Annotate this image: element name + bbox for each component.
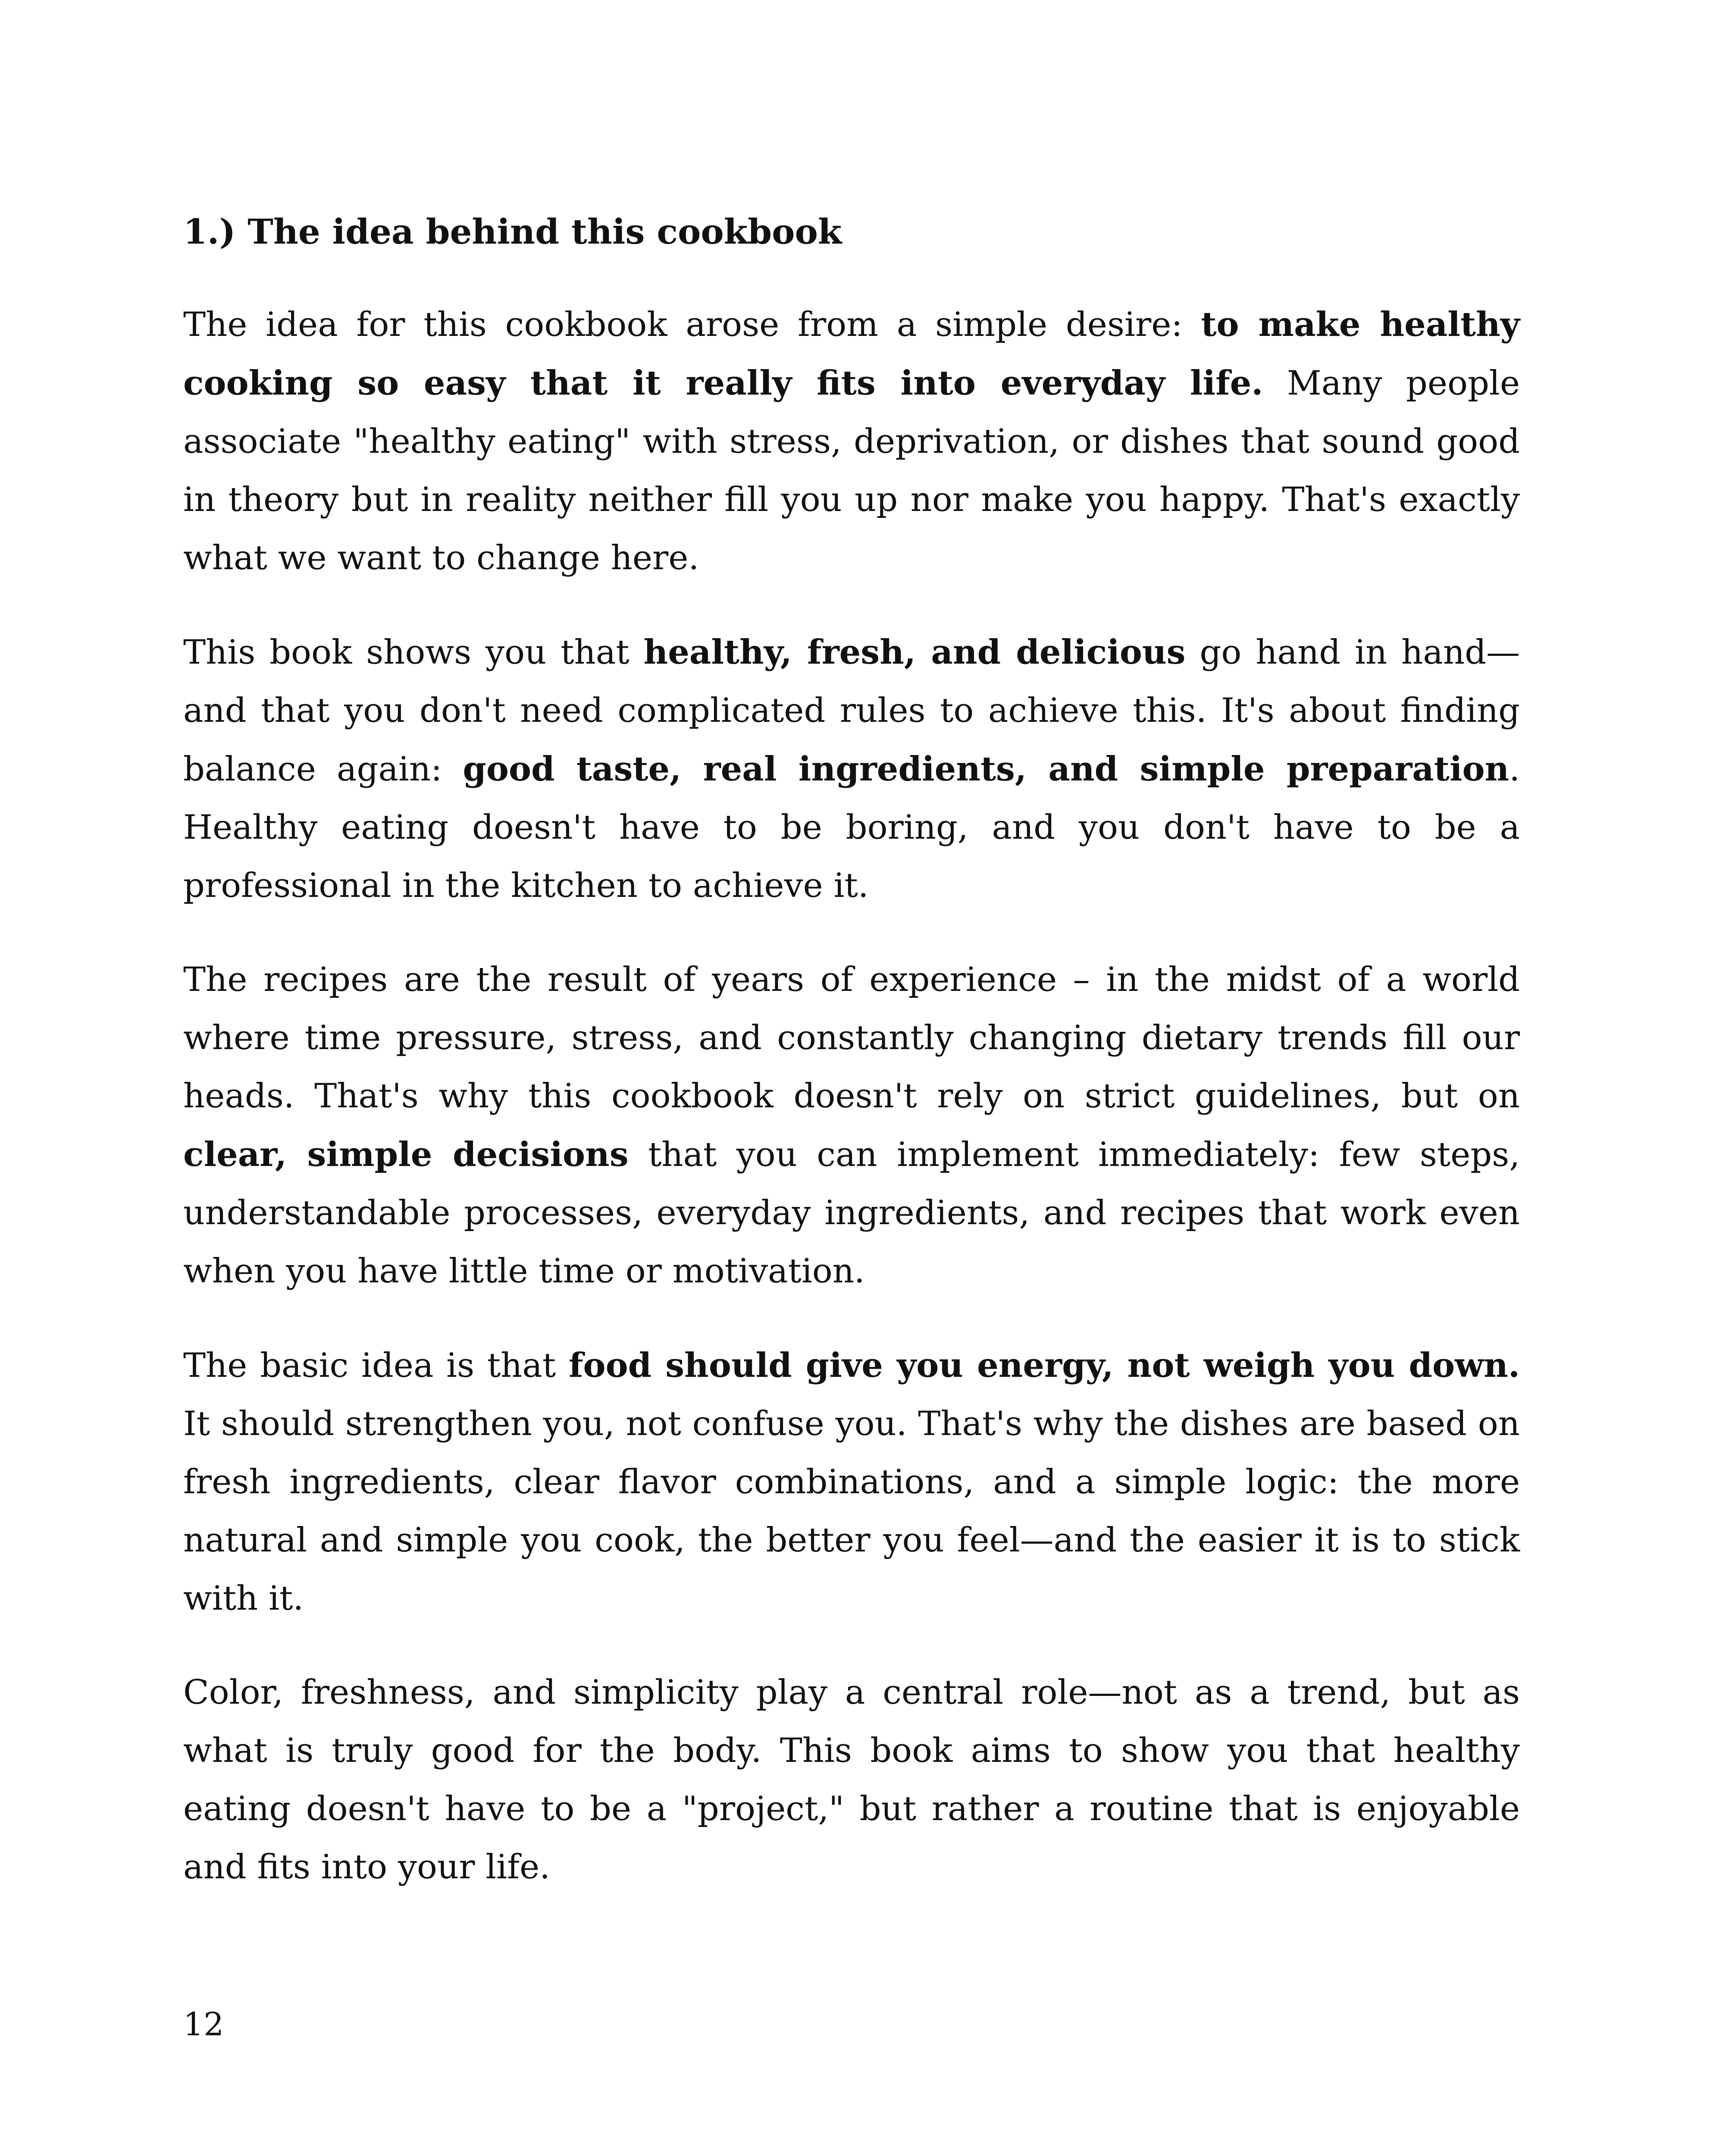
paragraph-3 xyxy=(183,951,1520,1300)
paragraph-3-text: The recipes are the result of years of experience – in the midst of a world where time pressure, stress, and constantly changing dietary trends fill our heads. That's why this cookbook doesn't rely on strict guidelines, but on xyxy=(183,960,1520,1116)
paragraph-2-text: . Healthy eating doesn't have to be boring, and you don't have to be a professional in the kitchen to achieve it. xyxy=(183,750,1520,905)
paragraph-1-emphasis: to make healthy cooking so easy that it really fits into everyday life. xyxy=(183,305,1520,403)
page-number: 12 xyxy=(183,2006,224,2043)
paragraph-1-text: Many people associate "healthy eating" with stress, deprivation, or dishes that sound good in theory but in reality neither fill you up nor make you happy. That's exactly what we want to change here. xyxy=(183,364,1520,577)
paragraph-4-emphasis: food should give you energy, not weigh you down. xyxy=(568,1346,1520,1385)
paragraph-3-text: that you can implement immediately: few steps, understandable processes, everyday ingredients, and recipes that work even when you have little time or motivation. xyxy=(183,1135,1520,1291)
paragraph-2-emphasis: healthy, fresh, and delicious xyxy=(643,633,1186,672)
paragraph-2-text: go hand in hand—and that you don't need complicated rules to achieve this. It's about finding balance again: xyxy=(183,633,1520,789)
paragraph-4-text: It should strengthen you, not confuse you. That's why the dishes are based on fresh ingredients, clear flavor combinations, and a simple logic: the more natural and simple you cook, the better you feel—and the easier it is to stick with it. xyxy=(183,1404,1520,1618)
paragraph-2-emphasis: good taste, real ingredients, and simple preparation xyxy=(463,749,1510,789)
paragraph-4 xyxy=(183,1336,1520,1628)
section-heading: 1.) The idea behind this cookbook xyxy=(183,211,842,252)
page-content xyxy=(183,203,1520,1932)
paragraph-5-text: Color, freshness, and simplicity play a central role—not as a trend, but as what is truly good for the body. This book aims to show you that healthy eating doesn't have to be a "project," but rather a routine that is enjoyable and fits into your life. xyxy=(183,1673,1520,1887)
paragraph-4-text: The basic idea is that xyxy=(183,1346,569,1385)
paragraph-3-emphasis: clear, simple decisions xyxy=(183,1135,629,1174)
paragraph-1 xyxy=(183,295,1520,587)
paragraph-1-text: The idea for this cookbook arose from a simple desire: xyxy=(183,305,1201,344)
paragraph-5 xyxy=(183,1664,1520,1896)
paragraph-2 xyxy=(183,623,1520,915)
paragraph-2-text: This book shows you that xyxy=(183,633,644,672)
